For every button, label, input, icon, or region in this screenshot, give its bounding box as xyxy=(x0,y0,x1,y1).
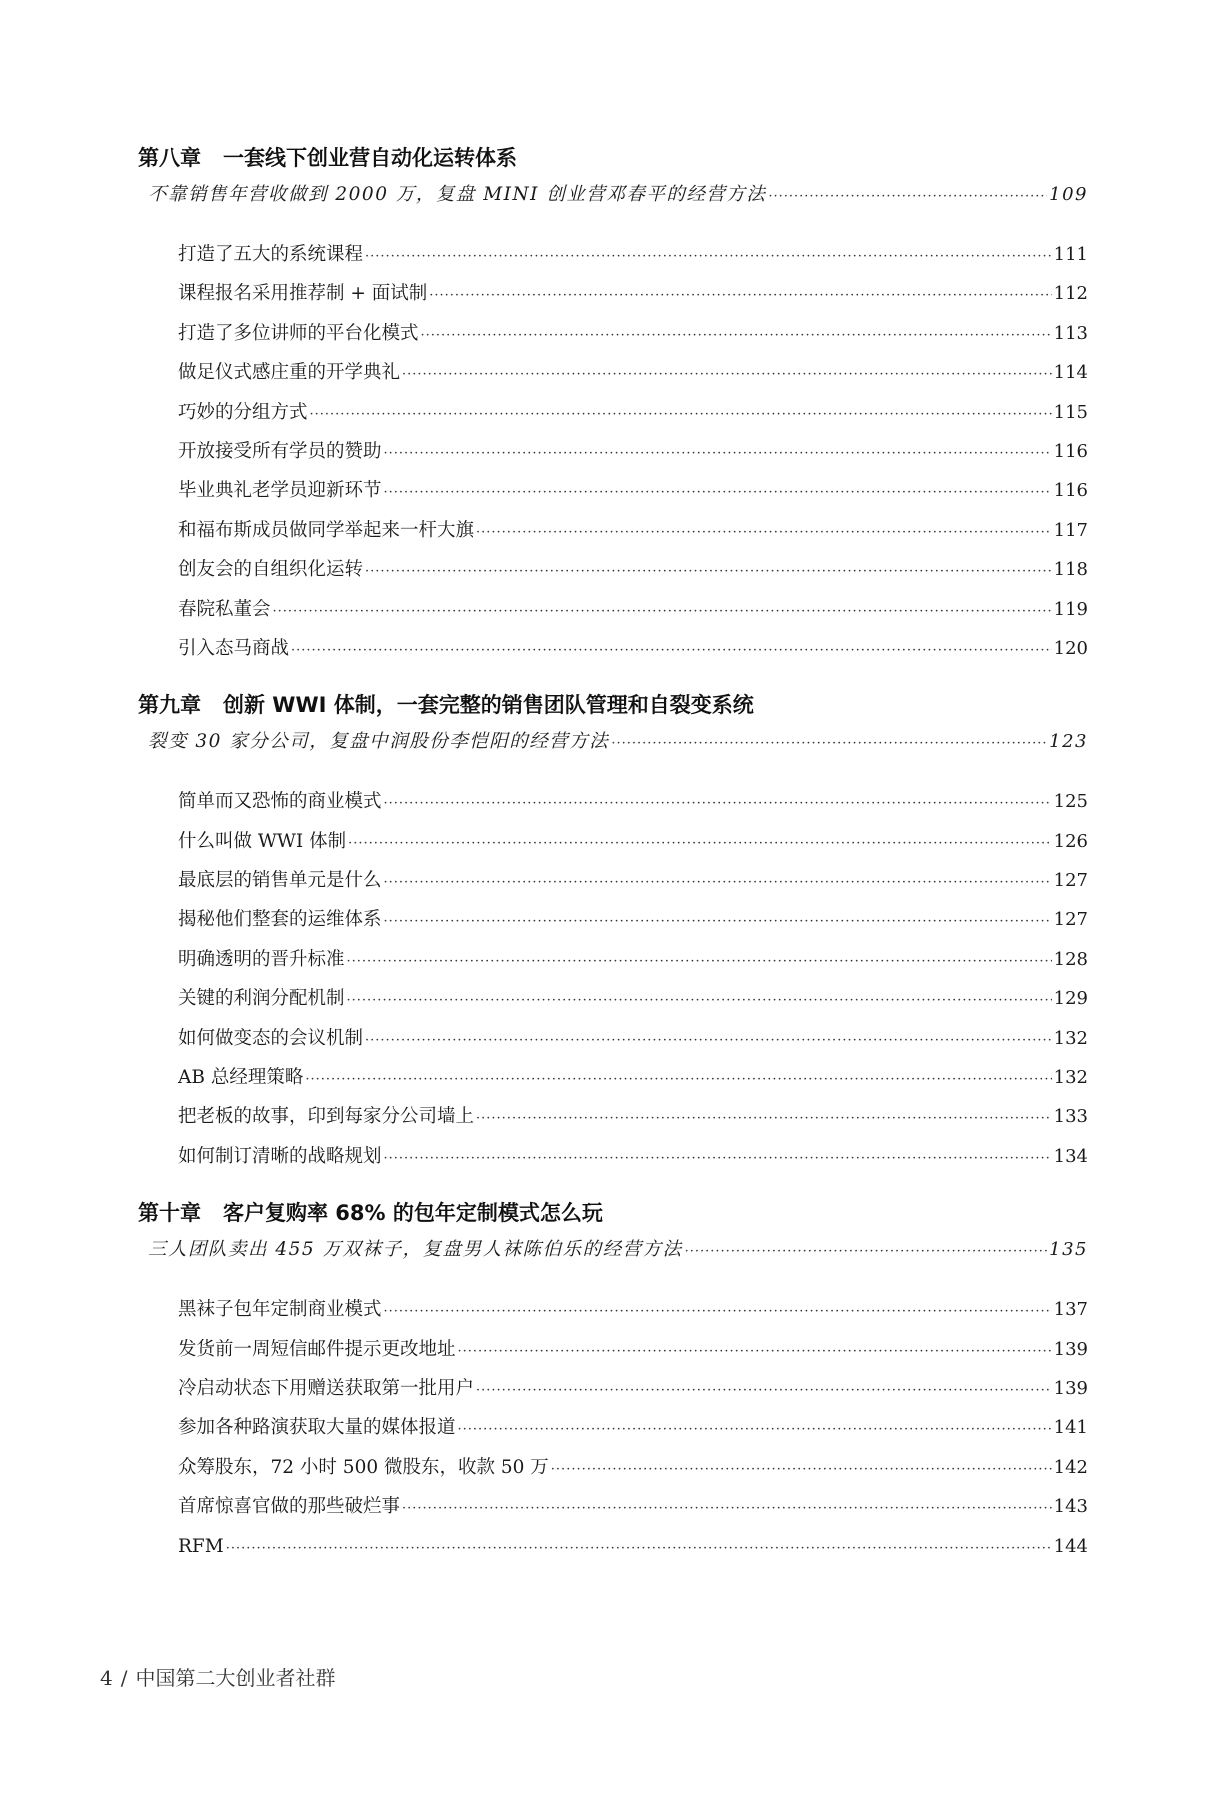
entry-page: 133 xyxy=(1053,1106,1088,1128)
toc-entry xyxy=(138,1369,1088,1408)
dot-leader xyxy=(365,1021,1052,1060)
entry-page: 132 xyxy=(1053,1027,1088,1049)
dot-leader xyxy=(347,981,1052,1020)
dot-leader xyxy=(551,1450,1052,1489)
entry-page: 120 xyxy=(1053,637,1088,659)
toc-entry xyxy=(138,1290,1088,1329)
toc-entry xyxy=(138,1448,1088,1487)
entry-page: 119 xyxy=(1053,598,1088,620)
dot-leader xyxy=(365,552,1052,591)
chapter-heading xyxy=(138,1196,1088,1230)
toc-entry xyxy=(138,1487,1088,1526)
dot-leader xyxy=(384,863,1052,902)
toc-entry xyxy=(138,353,1088,392)
dot-leader xyxy=(458,1332,1052,1371)
dot-leader xyxy=(429,276,1051,315)
toc-entry xyxy=(138,471,1088,510)
chapter-title: 客户复购率 68% 的包年定制模式怎么玩 xyxy=(223,1201,603,1226)
entry-title: 创友会的自组织化运转 xyxy=(178,559,364,581)
entry-page: 127 xyxy=(1053,909,1088,931)
entry-page: 111 xyxy=(1053,244,1088,265)
dot-leader xyxy=(226,1529,1052,1568)
dot-leader xyxy=(384,1292,1052,1331)
toc-entry xyxy=(138,314,1088,353)
chapter-9 xyxy=(138,688,1088,1176)
dot-leader xyxy=(384,902,1052,941)
entry-page: 139 xyxy=(1053,1377,1088,1399)
dot-leader xyxy=(685,1232,1048,1272)
page-footer xyxy=(100,1662,335,1691)
entry-page: 117 xyxy=(1053,519,1088,541)
entry-title: 打造了多位讲师的平台化模式 xyxy=(178,322,419,344)
entry-page: 144 xyxy=(1053,1535,1088,1557)
toc-entry xyxy=(138,861,1088,900)
entry-title: 冷启动状态下用赠送获取第一批用户 xyxy=(178,1377,475,1399)
entry-page: 143 xyxy=(1053,1496,1088,1518)
entry-page: 137 xyxy=(1053,1299,1088,1321)
entry-page: 142 xyxy=(1053,1456,1088,1478)
dot-leader xyxy=(421,316,1052,355)
entry-title: 毕业典礼老学员迎新环节 xyxy=(178,480,382,502)
dot-leader xyxy=(458,1410,1052,1449)
chapter-title: 一套线下创业营自动化运转体系 xyxy=(223,146,517,170)
entry-title: 春院私董会 xyxy=(178,598,271,620)
chapter-heading xyxy=(138,141,1088,175)
entry-title: 首席惊喜官做的那些破烂事 xyxy=(178,1496,401,1518)
entry-page: 127 xyxy=(1053,870,1088,892)
chapter-number: 第十章 xyxy=(138,1201,201,1226)
entry-page: 132 xyxy=(1053,1067,1088,1089)
entry-page: 112 xyxy=(1053,283,1088,305)
toc-entry xyxy=(138,979,1088,1018)
toc-entry xyxy=(138,511,1088,550)
entry-title: 巧妙的分组方式 xyxy=(178,401,308,423)
dot-leader xyxy=(402,355,1052,394)
entry-title: 黑袜子包年定制商业模式 xyxy=(178,1299,382,1321)
entry-title: 关键的利润分配机制 xyxy=(178,988,345,1010)
toc-entry xyxy=(138,1527,1088,1566)
chapter-title: 创新 WWI 体制，一套完整的销售团队管理和自裂变系统 xyxy=(223,693,754,718)
entry-title: 如何做变态的会议机制 xyxy=(178,1027,364,1049)
entry-page: 109 xyxy=(1049,184,1088,205)
dot-leader xyxy=(402,1489,1052,1528)
case-study-entry xyxy=(138,1230,1088,1270)
entry-title: 开放接受所有学员的赞助 xyxy=(178,440,382,462)
toc-entry xyxy=(138,393,1088,432)
toc-entry xyxy=(138,782,1088,821)
entry-page: 123 xyxy=(1049,731,1088,753)
entry-page: 125 xyxy=(1053,791,1088,813)
entry-page: 129 xyxy=(1053,988,1088,1010)
entry-title: AB 总经理策略 xyxy=(178,1067,304,1089)
footer-separator: / xyxy=(120,1666,128,1690)
entry-title: 引入态马商战 xyxy=(178,637,290,659)
entry-page: 126 xyxy=(1053,830,1088,852)
toc-entry xyxy=(138,900,1088,939)
entry-title: 三人团队卖出 455 万双袜子，复盘男人袜陈伯乐的经营方法 xyxy=(148,1239,683,1261)
table-of-contents xyxy=(138,141,1088,1586)
entry-title: 众筹股东，72 小时 500 微股东，收款 50 万 xyxy=(178,1456,549,1478)
toc-entry xyxy=(138,432,1088,471)
dot-leader xyxy=(611,724,1047,764)
entry-page: 139 xyxy=(1053,1338,1088,1360)
toc-entry xyxy=(138,1097,1088,1136)
entry-title: 裂变 30 家分公司，复盘中润股份李恺阳的经营方法 xyxy=(148,731,610,753)
dot-leader xyxy=(365,237,1052,276)
dot-leader xyxy=(347,942,1052,981)
dot-leader xyxy=(384,784,1052,823)
entry-title: 简单而又恐怖的商业模式 xyxy=(178,791,382,813)
toc-entry xyxy=(138,940,1088,979)
entry-page: 141 xyxy=(1053,1417,1088,1439)
entry-page: 116 xyxy=(1053,480,1088,502)
dot-leader xyxy=(476,513,1052,552)
toc-entry xyxy=(138,550,1088,589)
entry-title: 什么叫做 WWI 体制 xyxy=(178,830,347,852)
dot-leader xyxy=(768,177,1047,217)
entry-page: 113 xyxy=(1053,322,1088,344)
dot-leader xyxy=(291,631,1052,670)
entry-page: 116 xyxy=(1053,440,1088,462)
entry-title: 不靠销售年营收做到 2000 万，复盘 MINI 创业营邓春平的经营方法 xyxy=(148,184,767,205)
toc-entry xyxy=(138,274,1088,313)
dot-leader xyxy=(305,1060,1051,1099)
entry-page: 118 xyxy=(1053,559,1088,581)
dot-leader xyxy=(310,395,1052,434)
book-title: 中国第二大创业者社群 xyxy=(135,1666,336,1690)
entry-title: 明确透明的晋升标准 xyxy=(178,948,345,970)
entry-title: 打造了五大的系统课程 xyxy=(178,244,364,265)
toc-entry xyxy=(138,1058,1088,1097)
toc-entry xyxy=(138,1019,1088,1058)
chapter-10 xyxy=(138,1196,1088,1566)
entry-title: RFM xyxy=(178,1535,224,1557)
dot-leader xyxy=(348,824,1052,863)
entry-title: 和福布斯成员做同学举起来一杆大旗 xyxy=(178,519,475,541)
chapter-number: 第八章 xyxy=(138,146,201,170)
toc-entry xyxy=(138,1408,1088,1447)
dot-leader xyxy=(384,473,1052,512)
case-study-entry xyxy=(138,722,1088,762)
chapter-heading xyxy=(138,688,1088,722)
dot-leader xyxy=(273,592,1052,631)
toc-entry xyxy=(138,590,1088,629)
dot-leader xyxy=(476,1099,1052,1138)
entry-page: 128 xyxy=(1053,948,1088,970)
entry-title: 揭秘他们整套的运维体系 xyxy=(178,909,382,931)
chapter-number: 第九章 xyxy=(138,693,201,718)
entry-title: 做足仪式感庄重的开学典礼 xyxy=(178,362,401,384)
entry-page: 114 xyxy=(1053,362,1088,384)
page-number: 4 xyxy=(100,1666,113,1690)
toc-entry xyxy=(138,1330,1088,1369)
entry-title: 发货前一周短信邮件提示更改地址 xyxy=(178,1338,456,1360)
chapter-8 xyxy=(138,141,1088,668)
case-study-entry xyxy=(138,175,1088,215)
toc-entry xyxy=(138,1137,1088,1176)
entry-page: 135 xyxy=(1049,1239,1088,1261)
toc-entry xyxy=(138,822,1088,861)
toc-entry xyxy=(138,235,1088,274)
entry-page: 134 xyxy=(1053,1145,1088,1167)
entry-title: 参加各种路演获取大量的媒体报道 xyxy=(178,1417,456,1439)
dot-leader xyxy=(476,1371,1052,1410)
dot-leader xyxy=(384,434,1052,473)
entry-title: 把老板的故事，印到每家分公司墙上 xyxy=(178,1106,475,1128)
entry-title: 课程报名采用推荐制 + 面试制 xyxy=(178,283,428,305)
entry-title: 最底层的销售单元是什么 xyxy=(178,870,382,892)
toc-entry xyxy=(138,629,1088,668)
entry-title: 如何制订清晰的战略规划 xyxy=(178,1145,382,1167)
entry-page: 115 xyxy=(1053,401,1088,423)
dot-leader xyxy=(384,1139,1052,1178)
